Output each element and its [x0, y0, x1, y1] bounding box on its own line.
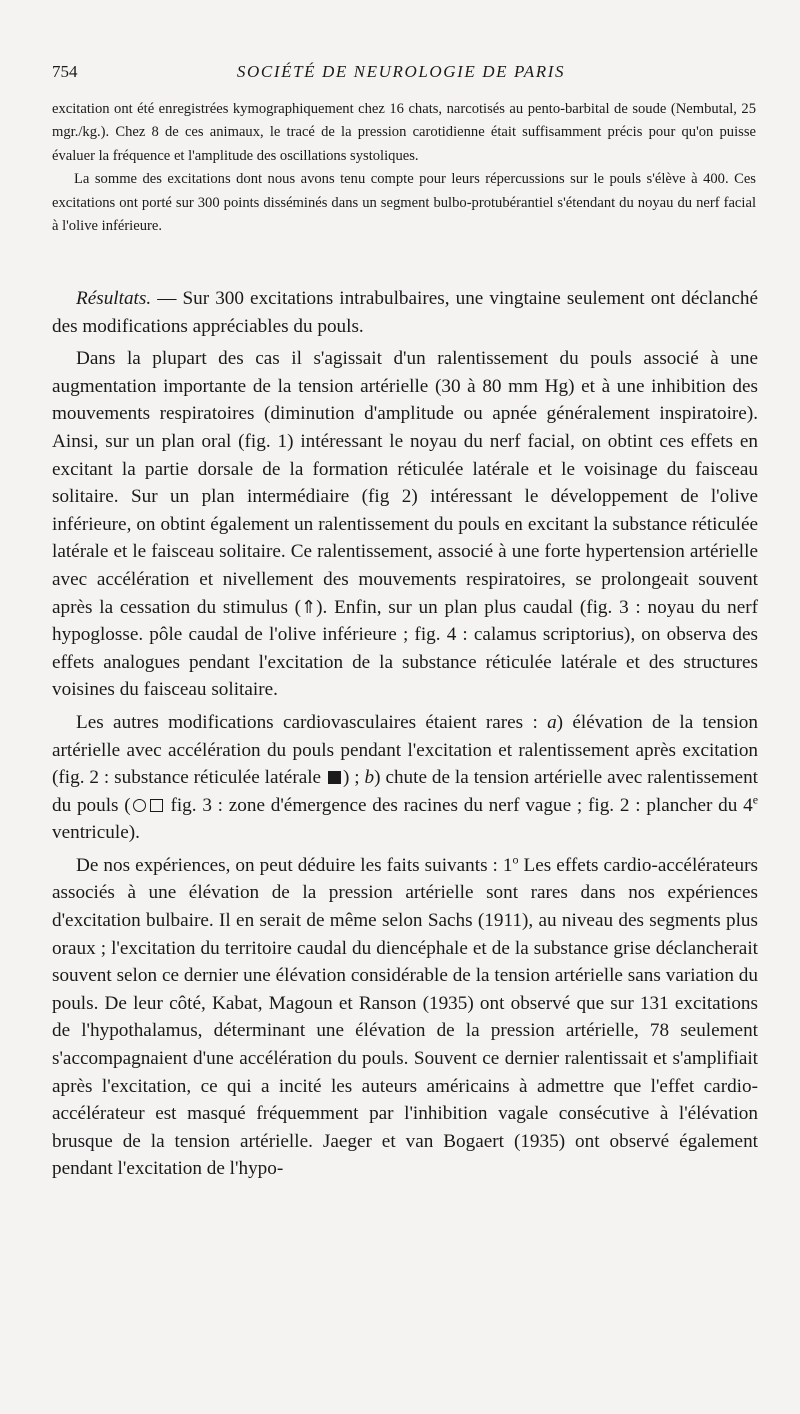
methods-section — [52, 98, 756, 238]
results-paragraph-4-text-b: Les effets cardio-accélérateurs associés à une élévation de la pression artérielle sont rares dans nos expériences d'excitation bulbaire. Il en serait de même selon Sachs (1911), au niveau des segments plus oraux ; l'excitation du territoire caudal du diencéphale et de la substance grise déclancherait souvent selon ce dernier une élévation considérable de la tension artérielle sans variation du pouls. De leur côté, Kabat, Magoun et Ranson (1935) ont observé que sur 131 excitations de l'hypothalamus, déterminant une élévation de la pression artérielle, 78 seulement s'accompagnaient d'une accélération du pouls. Souvent ce dernier ralentissait et s'amplifiait après l'excitation, ce qui a incité les auteurs américains à admettre que l'effet cardio-accélérateur est masqué fréquemment par l'inhibition vagale consécutive à l'élévation brusque de la tension artérielle. Jaeger et van Bogaert (1935) ont observé également pendant l'excitation de l'hypo- — [52, 854, 758, 1180]
results-paragraph-1 — [52, 285, 758, 340]
results-section — [52, 285, 758, 1183]
open-square-icon — [150, 799, 163, 812]
results-paragraph-3-text-e: fig. 3 : zone d'émergence des racines du nerf vague ; fig. 2 : plancher du 4 — [164, 794, 753, 816]
results-lead: Résultats. — [76, 288, 152, 309]
results-paragraph-2-text-a: Dans la plupart des cas il s'agissait d'un ralentissement du pouls associé à une augmentation importante de la tension artérielle (30 à 80 mm Hg) et à une inhibition des mouvements respiratoires (diminution d'amplitude ou apnée généralement inspiratoire). Ainsi, sur un plan oral (fig. 1) intéressant le noyau du nerf facial, on obtint ces effets en excitant la partie dorsale de la formation réticulée latérale et le voisinage du faisceau solitaire. Sur un plan intermédiaire (fig 2) intéressant le développement de l'olive inférieure, on obtint également un ralentissement du pouls en excitant la substance réticulée latérale et le faisceau solitaire. Ce ralentissement, associé à une forte hypertension artérielle avec accélération et nivellement des mouvements respiratoires, se prolongeait souvent après la cessation du stimulus ( — [52, 348, 758, 618]
results-paragraph-3 — [52, 709, 758, 847]
results-paragraph-3-text-b: ) élévation de la tension artérielle avec accélération du pouls pendant l'excitation et ralentissement après excitation (fig. 2 : substance réticulée latérale — [52, 711, 758, 789]
results-paragraph-3-text-f: ventricule). — [52, 822, 140, 844]
methods-paragraph-2: La somme des excitations dont nous avons tenu compte pour leurs répercussions sur le pouls s'élève à 400. Ces excitations ont porté sur 300 points disséminés dans un segment bulbo-protubérantiel s'étendant du noyau du nerf facial à l'olive inférieure. — [52, 171, 756, 235]
results-paragraph-3-text-d: ) chute de la tension artérielle avec ralentissement du pouls ( — [52, 767, 758, 816]
list-letter-b: b — [364, 767, 375, 789]
results-paragraph-4-text-a: De nos expériences, on peut déduire les faits suivants : 1 — [76, 854, 513, 876]
page-header — [52, 62, 750, 88]
superscript-o: o — [512, 852, 519, 867]
filled-square-icon — [328, 771, 341, 784]
superscript-e: e — [752, 792, 759, 807]
results-paragraph-1-text: — Sur 300 excitations intrabulbaires, une vingtaine seulement ont déclanché des modifications appréciables du pouls. — [52, 288, 758, 337]
results-paragraph-3-text-c: ) ; — [343, 767, 365, 789]
list-letter-a: a — [547, 711, 557, 733]
results-paragraph-2-text-b: ). Enfin, sur un plan plus caudal (fig. 3 : noyau du nerf hypoglosse. pôle caudal de l'olive inférieure ; fig. 4 : calamus scriptorius), on observa des effets analogues pendant l'excitation de la substance réticulée latérale et des structures voisines du faisceau solitaire. — [52, 596, 759, 701]
running-head: SOCIÉTÉ DE NEUROLOGIE DE PARIS — [236, 62, 566, 81]
page-number: 754 — [52, 62, 78, 81]
results-paragraph-3-text-a: Les autres modifications cardiovasculaires étaient rares : — [76, 711, 548, 733]
results-paragraph-2 — [52, 345, 758, 704]
methods-paragraph-1: excitation ont été enregistrées kymographiquement chez 16 chats, narcotisés au pento-barbital de soude (Nembutal, 25 mgr./kg.). Chez 8 de ces animaux, le tracé de la pression carotidienne était suffisamment précis pour qu'on puisse évaluer la fréquence et l'amplitude des oscillations systoliques. — [52, 101, 756, 164]
double-arrow-up-icon: ⇑ — [301, 596, 317, 618]
open-circle-icon — [133, 799, 146, 812]
results-paragraph-4 — [52, 852, 758, 1183]
